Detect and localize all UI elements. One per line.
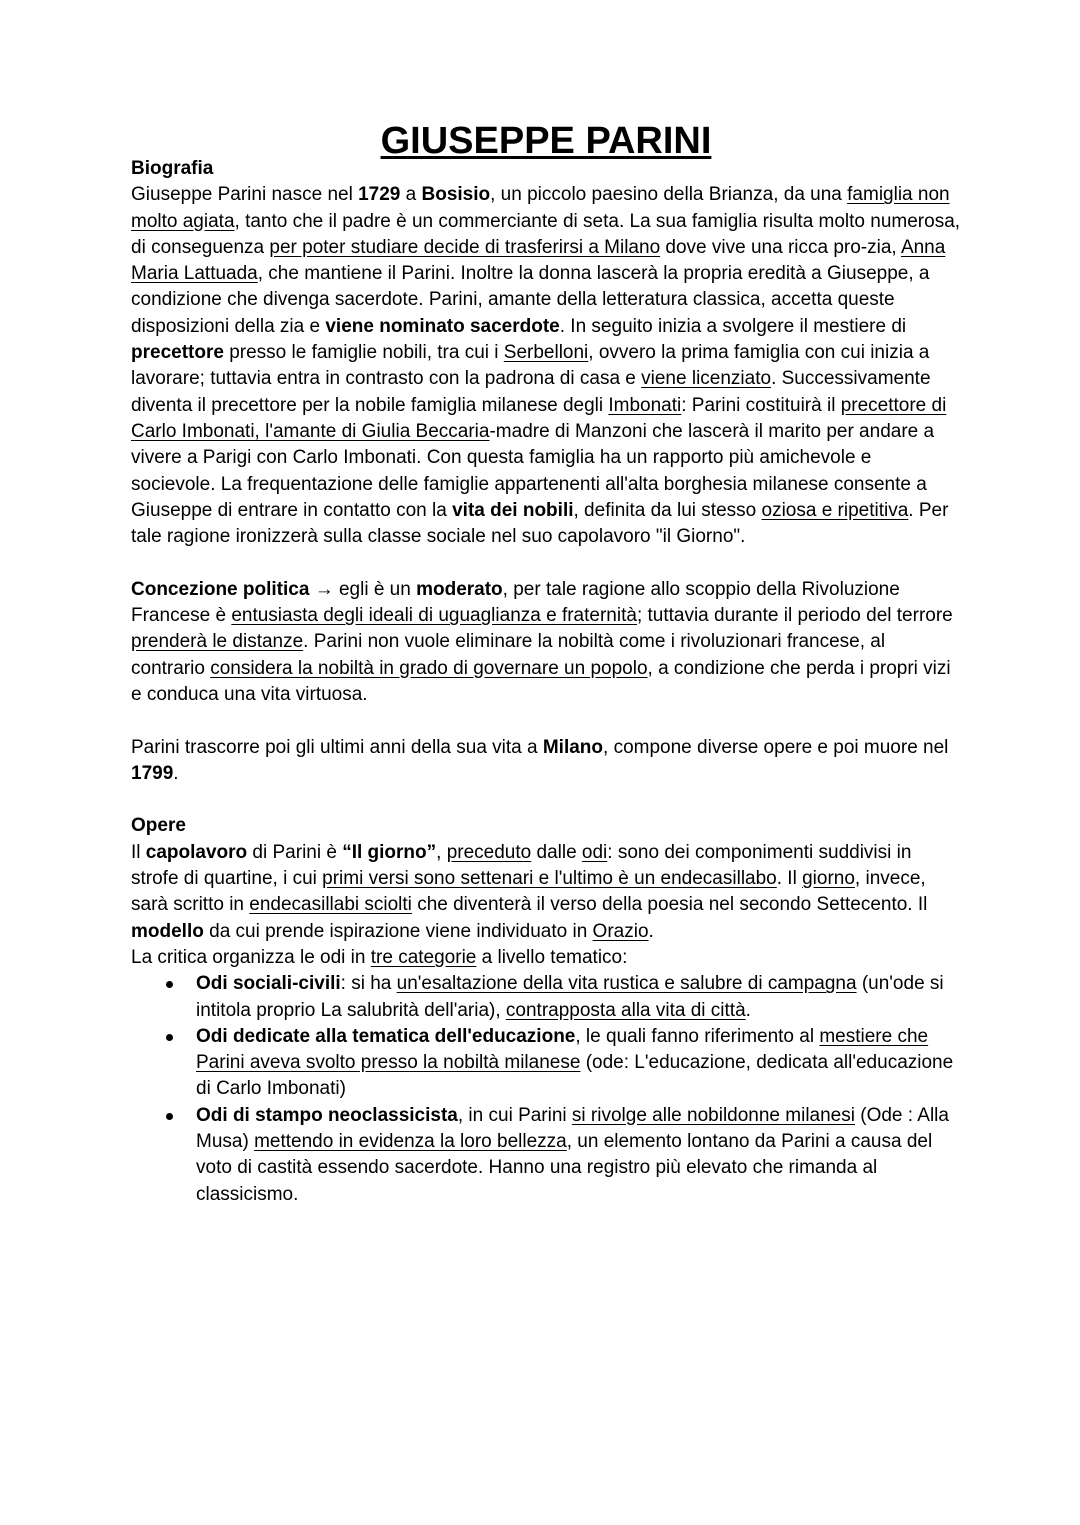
text-run: , ovvero la prima famiglia con cui inizia a lavorare; tuttavia entra in contrasto con la padrona di casa e: [131, 342, 930, 390]
text-run: , in cui Parini: [457, 1104, 572, 1126]
section-heading-biografia: Biografia: [131, 158, 214, 179]
text-run: , a condizione che perda i propri vizi e conduca una vita virtuosa.: [131, 657, 951, 705]
paragraph-opere: [131, 840, 961, 945]
underlined-text-run: entusiasta degli ideali di uguaglianza e fraternità: [231, 605, 637, 627]
text-run: presso le famiglie nobili, tra cui i: [223, 342, 504, 364]
text-run: ,: [436, 841, 447, 863]
text-run: Giuseppe Parini nasce nel: [131, 184, 359, 206]
text-run: : sono dei componimenti suddivisi in strofe di quartine, i cui: [131, 841, 912, 890]
underlined-text-run: giorno: [802, 868, 855, 890]
text-run: ; tuttavia durante il periodo del terrore: [636, 605, 953, 627]
bold-text-run: Milano: [542, 736, 604, 758]
paragraph-spacer: [131, 787, 961, 813]
text-run: -madre di Manzoni che lascerà il marito per andare a vivere a Parigi con Carlo Imbonati. Con questa famiglia ha un rapporto più amichevole e socievole. La frequentazione delle famiglie appartenenti all'alta borghesia milanese consente a Giuseppe di entrare in contatto con la: [131, 420, 935, 521]
bold-text-run: Odi dedicate alla tematica dell'educazione: [196, 1025, 576, 1047]
underlined-text-run: endecasillabi sciolti: [249, 894, 412, 916]
text-run: a livello tematico:: [476, 946, 628, 968]
text-run: . In seguito inizia a svolgere il mestiere di: [559, 315, 907, 337]
bold-text-run: vita dei nobili: [452, 499, 574, 521]
underlined-text-run: mestiere che Parini aveva svolto presso la nobiltà milanese: [196, 1025, 929, 1074]
underlined-text-run: tre categorie: [370, 946, 477, 968]
underlined-text-run: odi: [581, 841, 608, 863]
underlined-text-run: per poter studiare decide di trasferirsi a Milano: [269, 236, 661, 258]
text-run: , invece, sarà scritto in: [131, 868, 926, 916]
underlined-text-run: considera la nobiltà in grado di governare un popolo: [210, 657, 648, 679]
odi-categories-list: [131, 971, 961, 1208]
text-run: dove vive una ricca pro-zia,: [660, 236, 901, 258]
underlined-text-run: prenderà le distanze: [131, 631, 304, 653]
text-run: , un piccolo paesino della Brianza, da una: [490, 184, 848, 206]
section-heading-opere: Opere: [131, 815, 186, 837]
text-run: . Parini non vuole eliminare la nobiltà come i rivoluzionari francese, al contrario: [131, 631, 886, 679]
underlined-text-run: Orazio: [592, 920, 649, 942]
paragraph-concezione-politica: [131, 577, 961, 708]
text-run: , le quali fanno riferimento al: [575, 1025, 820, 1047]
bold-text-run: precettore: [131, 342, 224, 364]
text-run: (ode: L'educazione, dedicata all'educazione di Carlo Imbonati): [196, 1052, 954, 1100]
underlined-text-run: Serbelloni: [503, 342, 589, 364]
underlined-text-run: Anna Maria Lattuada: [131, 236, 946, 285]
text-run: Il: [131, 841, 146, 863]
list-item-odi-neoclassiciste: [196, 1103, 961, 1208]
bold-text-run: capolavoro: [145, 841, 248, 863]
text-run: (Ode : Alla Musa): [196, 1104, 949, 1152]
text-run: → egli è un: [309, 578, 417, 600]
list-item-odi-sociali-civili: [196, 971, 961, 1024]
bold-text-run: Odi di stampo neoclassicista: [196, 1104, 458, 1126]
text-run: di Parini è: [247, 841, 343, 863]
text-run: .: [173, 762, 179, 784]
text-run: , che mantiene il Parini. Inoltre la donna lascerà la propria eredità a Giuseppe, a condizione che divenga sacerdote. Parini, amante della letteratura classica, accetta queste disposizioni della zia e: [131, 263, 930, 337]
paragraph-spacer: [131, 550, 961, 576]
bold-text-run: 1729: [358, 184, 401, 206]
underlined-text-run: precettore di Carlo Imbonati, l'amante di Giulia Beccaria: [131, 394, 947, 442]
text-run: a: [400, 184, 422, 206]
bold-text-run: 1799: [131, 762, 174, 784]
text-run: La critica organizza le odi in: [131, 946, 371, 968]
text-run: , compone diverse opere e poi muore nel: [603, 736, 949, 758]
underlined-text-run: mettendo in evidenza la loro bellezza: [254, 1130, 567, 1152]
underlined-text-run: preceduto: [446, 841, 532, 863]
bold-text-run: Concezione politica: [131, 578, 310, 600]
underlined-text-run: un'esaltazione della vita rustica e salubre di campagna: [396, 973, 857, 995]
text-run: . Per tale ragione ironizzerà sulla classe sociale nel suo capolavoro "il Giorno".: [131, 499, 949, 548]
text-run: : si ha: [340, 973, 397, 995]
underlined-text-run: oziosa e ripetitiva: [761, 499, 909, 521]
text-run: che diventerà il verso della poesia nel secondo Settecento. Il: [411, 894, 928, 916]
text-run: : Parini costituirà il: [681, 394, 841, 416]
underlined-text-run: contrapposta alla vita di città: [505, 999, 746, 1021]
bold-text-run: Bosisio: [421, 184, 491, 206]
bold-text-run: moderato: [416, 578, 503, 600]
text-run: , per tale ragione allo scoppio della Rivoluzione Francese è: [131, 578, 900, 627]
text-run: da cui prende ispirazione viene individuato in: [203, 920, 593, 942]
bold-text-run: modello: [131, 920, 204, 942]
text-run: .: [648, 920, 654, 942]
underlined-text-run: primi versi sono settenari e l'ultimo è un endecasillabo: [322, 868, 777, 890]
list-item-odi-educazione: [196, 1024, 961, 1103]
bold-text-run: viene nominato sacerdote: [325, 315, 560, 337]
bold-text-run: “Il giorno”: [342, 841, 437, 863]
text-run: . Successivamente diventa il precettore per la nobile famiglia milanese degli: [131, 368, 931, 416]
text-run: .: [745, 999, 751, 1021]
paragraph-categorie-intro: [131, 945, 961, 971]
underlined-text-run: Imbonati: [608, 394, 682, 416]
text-run: , un elemento lontano da Parini a causa del voto di castità essendo sacerdote. Hanno una registro più elevato che rimanda al classicismo.: [196, 1130, 933, 1205]
text-run: dalle: [531, 841, 582, 863]
underlined-text-run: famiglia non molto agiata: [131, 184, 950, 232]
paragraph-spacer: [131, 708, 961, 734]
bold-text-run: Odi sociali-civili: [196, 973, 341, 995]
text-run: , definita da lui stesso: [573, 499, 762, 521]
paragraph-biografia: [131, 182, 961, 550]
text-run: . Il: [776, 868, 803, 890]
text-run: (un'ode si intitola proprio La salubrità dell'aria),: [196, 973, 944, 1021]
underlined-text-run: viene licenziato: [641, 368, 772, 390]
document-page: [131, 120, 961, 1208]
underlined-text-run: si rivolge alle nobildonne milanesi: [571, 1104, 855, 1126]
text-run: , tanto che il padre è un commerciante di seta. La sua famiglia risulta molto numerosa, di conseguenza: [131, 210, 961, 258]
paragraph-ultimi-anni: [131, 735, 961, 788]
text-run: Parini trascorre poi gli ultimi anni della sua vita a: [131, 736, 543, 758]
document-title: GIUSEPPE PARINI: [380, 120, 712, 162]
